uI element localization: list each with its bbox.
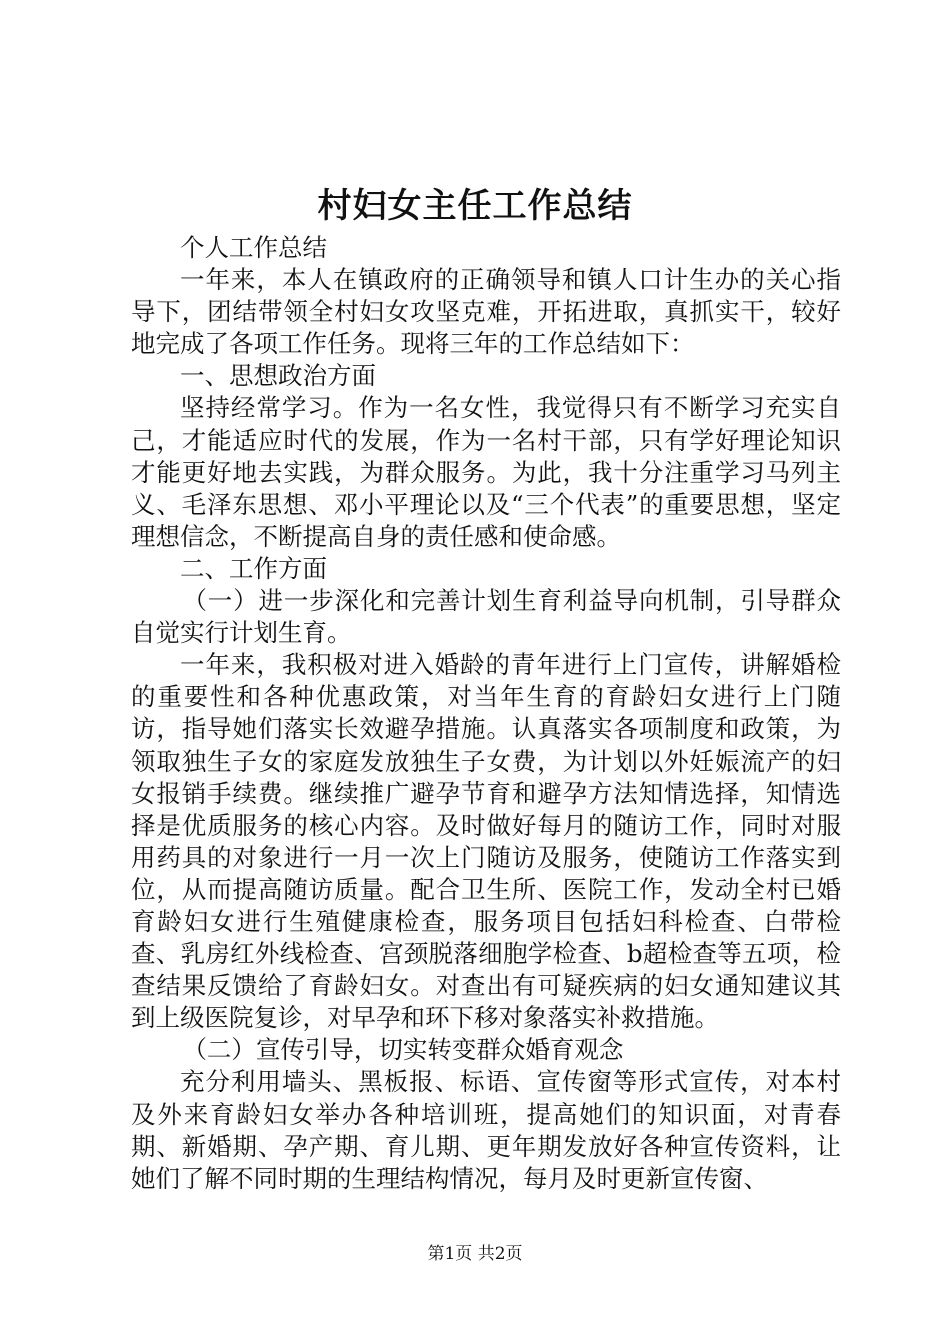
paragraph-family-planning: 一年来，我积极对进入婚龄的青年进行上门宣传，讲解婚检的重要性和各种优惠政策，对当年生育的育龄妇女进行上门随访，指导她们落实长效避孕措施。认真落实各项制度和政策，为领取独生子女的家庭发放独生子女费，为计划以外妊娠流产的妇女报销手续费。继续推广避孕节育和避孕方法知情选择，知情选择是优质服务的核心内容。及时做好每月的随访工作，同时对服用药具的对象进行一月一次上门随访及服务，使随访工作落实到位，从而提高随访质量。配合卫生所、医院工作，发动全村已婚育龄妇女进行生殖健康检查，服务项目包括妇科检查、白带检查、乳房红外线检查、宫颈脱落细胞学检查、b超检查等五项，检查结果反馈给了育龄妇女。对查出有可疑疾病的妇女通知建议其到上级医院复诊，对早孕和环下移对象落实补救措施。 [131,650,841,1033]
section-heading-work: 二、工作方面 [180,553,327,583]
subsection-heading-1: （一）进一步深化和完善计划生育利益导向机制，引导群众自觉实行计划生育。 [131,586,841,648]
subsection-heading-2: （二）宣传引导，切实转变群众婚育观念 [182,1035,624,1065]
document-body [131,232,841,1195]
document-title: 村妇女主任工作总结 [317,186,633,226]
paragraph-intro: 一年来，本人在镇政府的正确领导和镇人口计生办的关心指导下，团结带领全村妇女攻坚克难，开拓进取，真抓实干，较好地完成了各项工作任务。现将三年的工作总结如下： [131,265,841,359]
paragraph-publicity: 充分利用墙头、黑板报、标语、宣传窗等形式宣传，对本村及外来育龄妇女举办各种培训班，提高她们的知识面，对青春期、新婚期、孕产期、育儿期、更年期发放好各种宣传资料，让她们了解不同时期的生理结构情况，每月及时更新宣传窗、 [131,1067,841,1193]
paragraph-subtitle: 个人工作总结 [180,233,327,262]
paragraph-study: 坚持经常学习。作为一名女性，我觉得只有不断学习充实自己，才能适应时代的发展，作为一名村干部，只有学好理论知识才能更好地去实践，为群众服务。为此，我十分注重学习马列主义、毛泽东思想、邓小平理论以及“三个代表”的重要思想，坚定理想信念，不断提高自身的责任感和使命感。 [131,393,841,551]
section-heading-politics: 一、思想政治方面 [180,361,376,391]
page-footer: 第1页 共2页 [427,1244,523,1264]
